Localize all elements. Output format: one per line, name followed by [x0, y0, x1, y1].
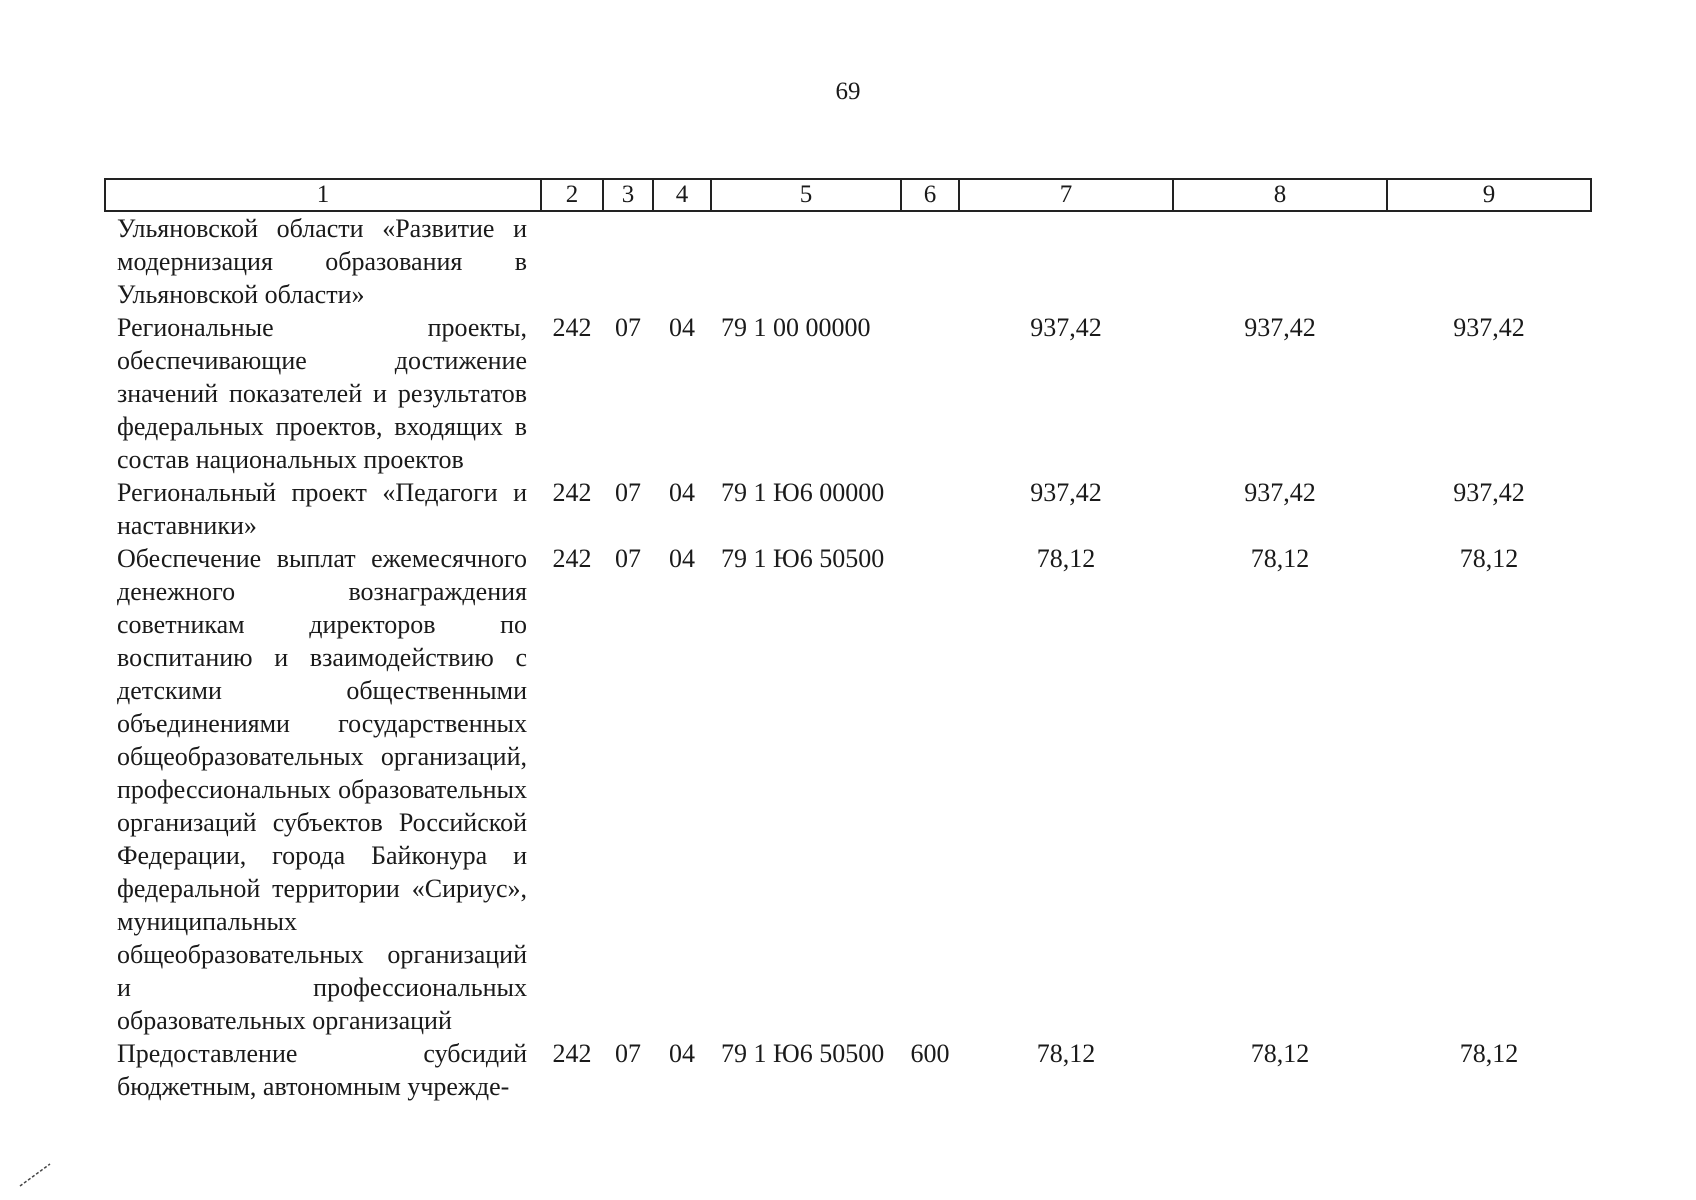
- cell-col3: 07: [615, 313, 641, 342]
- column-header: 6: [901, 179, 959, 211]
- column-header: 1: [105, 179, 541, 211]
- cell-col7: 78,12: [1036, 544, 1096, 573]
- cell-col4: 04: [669, 544, 695, 573]
- pen-mark-icon: [16, 1160, 56, 1190]
- cell-col2: 242: [552, 313, 592, 342]
- cell-col9: 78,12: [1459, 1039, 1519, 1068]
- cell-col2: 242: [552, 478, 592, 507]
- table-row: [105, 1037, 1591, 1103]
- cell-col3: 07: [615, 1039, 641, 1068]
- cell-col3: 07: [615, 478, 641, 507]
- cell-col7: 937,42: [1030, 478, 1102, 507]
- cell-col8: 78,12: [1250, 1039, 1310, 1068]
- column-header: 7: [959, 179, 1173, 211]
- column-header: 3: [603, 179, 653, 211]
- cell-col8: 937,42: [1244, 313, 1316, 342]
- cell-col9: [1387, 211, 1591, 311]
- column-header: 9: [1387, 179, 1591, 211]
- cell-col7: 937,42: [1030, 313, 1102, 342]
- table-row: [105, 542, 1591, 1037]
- cell-col5: 79 1 Ю6 50500: [721, 1039, 885, 1068]
- column-header: 8: [1173, 179, 1387, 211]
- cell-col3: [603, 211, 653, 311]
- table-row: [105, 476, 1591, 542]
- row-description: Региональный проект «Педагоги и наставники»: [117, 478, 527, 540]
- cell-col5: 79 1 Ю6 00000: [721, 478, 885, 507]
- cell-col6: [901, 542, 959, 1037]
- cell-col6: 600: [910, 1039, 950, 1068]
- cell-col5: 79 1 Ю6 50500: [721, 544, 885, 573]
- table-row: [105, 211, 1591, 311]
- cell-col4: 04: [669, 1039, 695, 1068]
- row-description: Региональные проекты, обеспечивающие достижение значений показателей и результатов федеральных проектов, входящих в состав национальных проектов: [117, 313, 527, 474]
- cell-col9: 937,42: [1453, 313, 1525, 342]
- cell-col6: [901, 211, 959, 311]
- row-description: Обеспечение выплат ежемесячного денежного вознаграждения советникам директоров по воспитанию и взаимодействию с детскими общественными объединениями государственных общеобразовательных организаций, профессиональных образовательных организаций субъектов Российской Федерации, города Байконура и федеральной территории «Сириус», муниципальных общеобразовательных организаций и профессиональных образовательных организаций: [117, 544, 527, 1035]
- cell-col4: 04: [669, 478, 695, 507]
- cell-col2: [541, 211, 603, 311]
- column-header: 5: [711, 179, 901, 211]
- cell-col8: 78,12: [1250, 544, 1310, 573]
- cell-col9: 78,12: [1459, 544, 1519, 573]
- column-header: 2: [541, 179, 603, 211]
- cell-col6: [901, 476, 959, 542]
- cell-col5: 79 1 00 00000: [721, 313, 871, 342]
- budget-table: [104, 178, 1592, 1103]
- table-row: [105, 311, 1591, 476]
- cell-col4: 04: [669, 313, 695, 342]
- row-description: Ульяновской области «Развитие и модернизация образования в Ульяновской области»: [117, 214, 527, 309]
- cell-col8: 937,42: [1244, 478, 1316, 507]
- cell-col6: [901, 311, 959, 476]
- cell-col7: 78,12: [1036, 1039, 1096, 1068]
- cell-col3: 07: [615, 544, 641, 573]
- table-header-row: [105, 179, 1591, 211]
- column-header: 4: [653, 179, 711, 211]
- cell-col2: 242: [552, 544, 592, 573]
- cell-col7: [959, 211, 1173, 311]
- cell-col4: [653, 211, 711, 311]
- cell-col9: 937,42: [1453, 478, 1525, 507]
- cell-col5: [711, 211, 901, 311]
- row-description: Предоставление субсидий бюджетным, автономным учрежде-: [117, 1039, 527, 1101]
- cell-col2: 242: [552, 1039, 592, 1068]
- cell-col8: [1173, 211, 1387, 311]
- page-number: 69: [835, 78, 861, 105]
